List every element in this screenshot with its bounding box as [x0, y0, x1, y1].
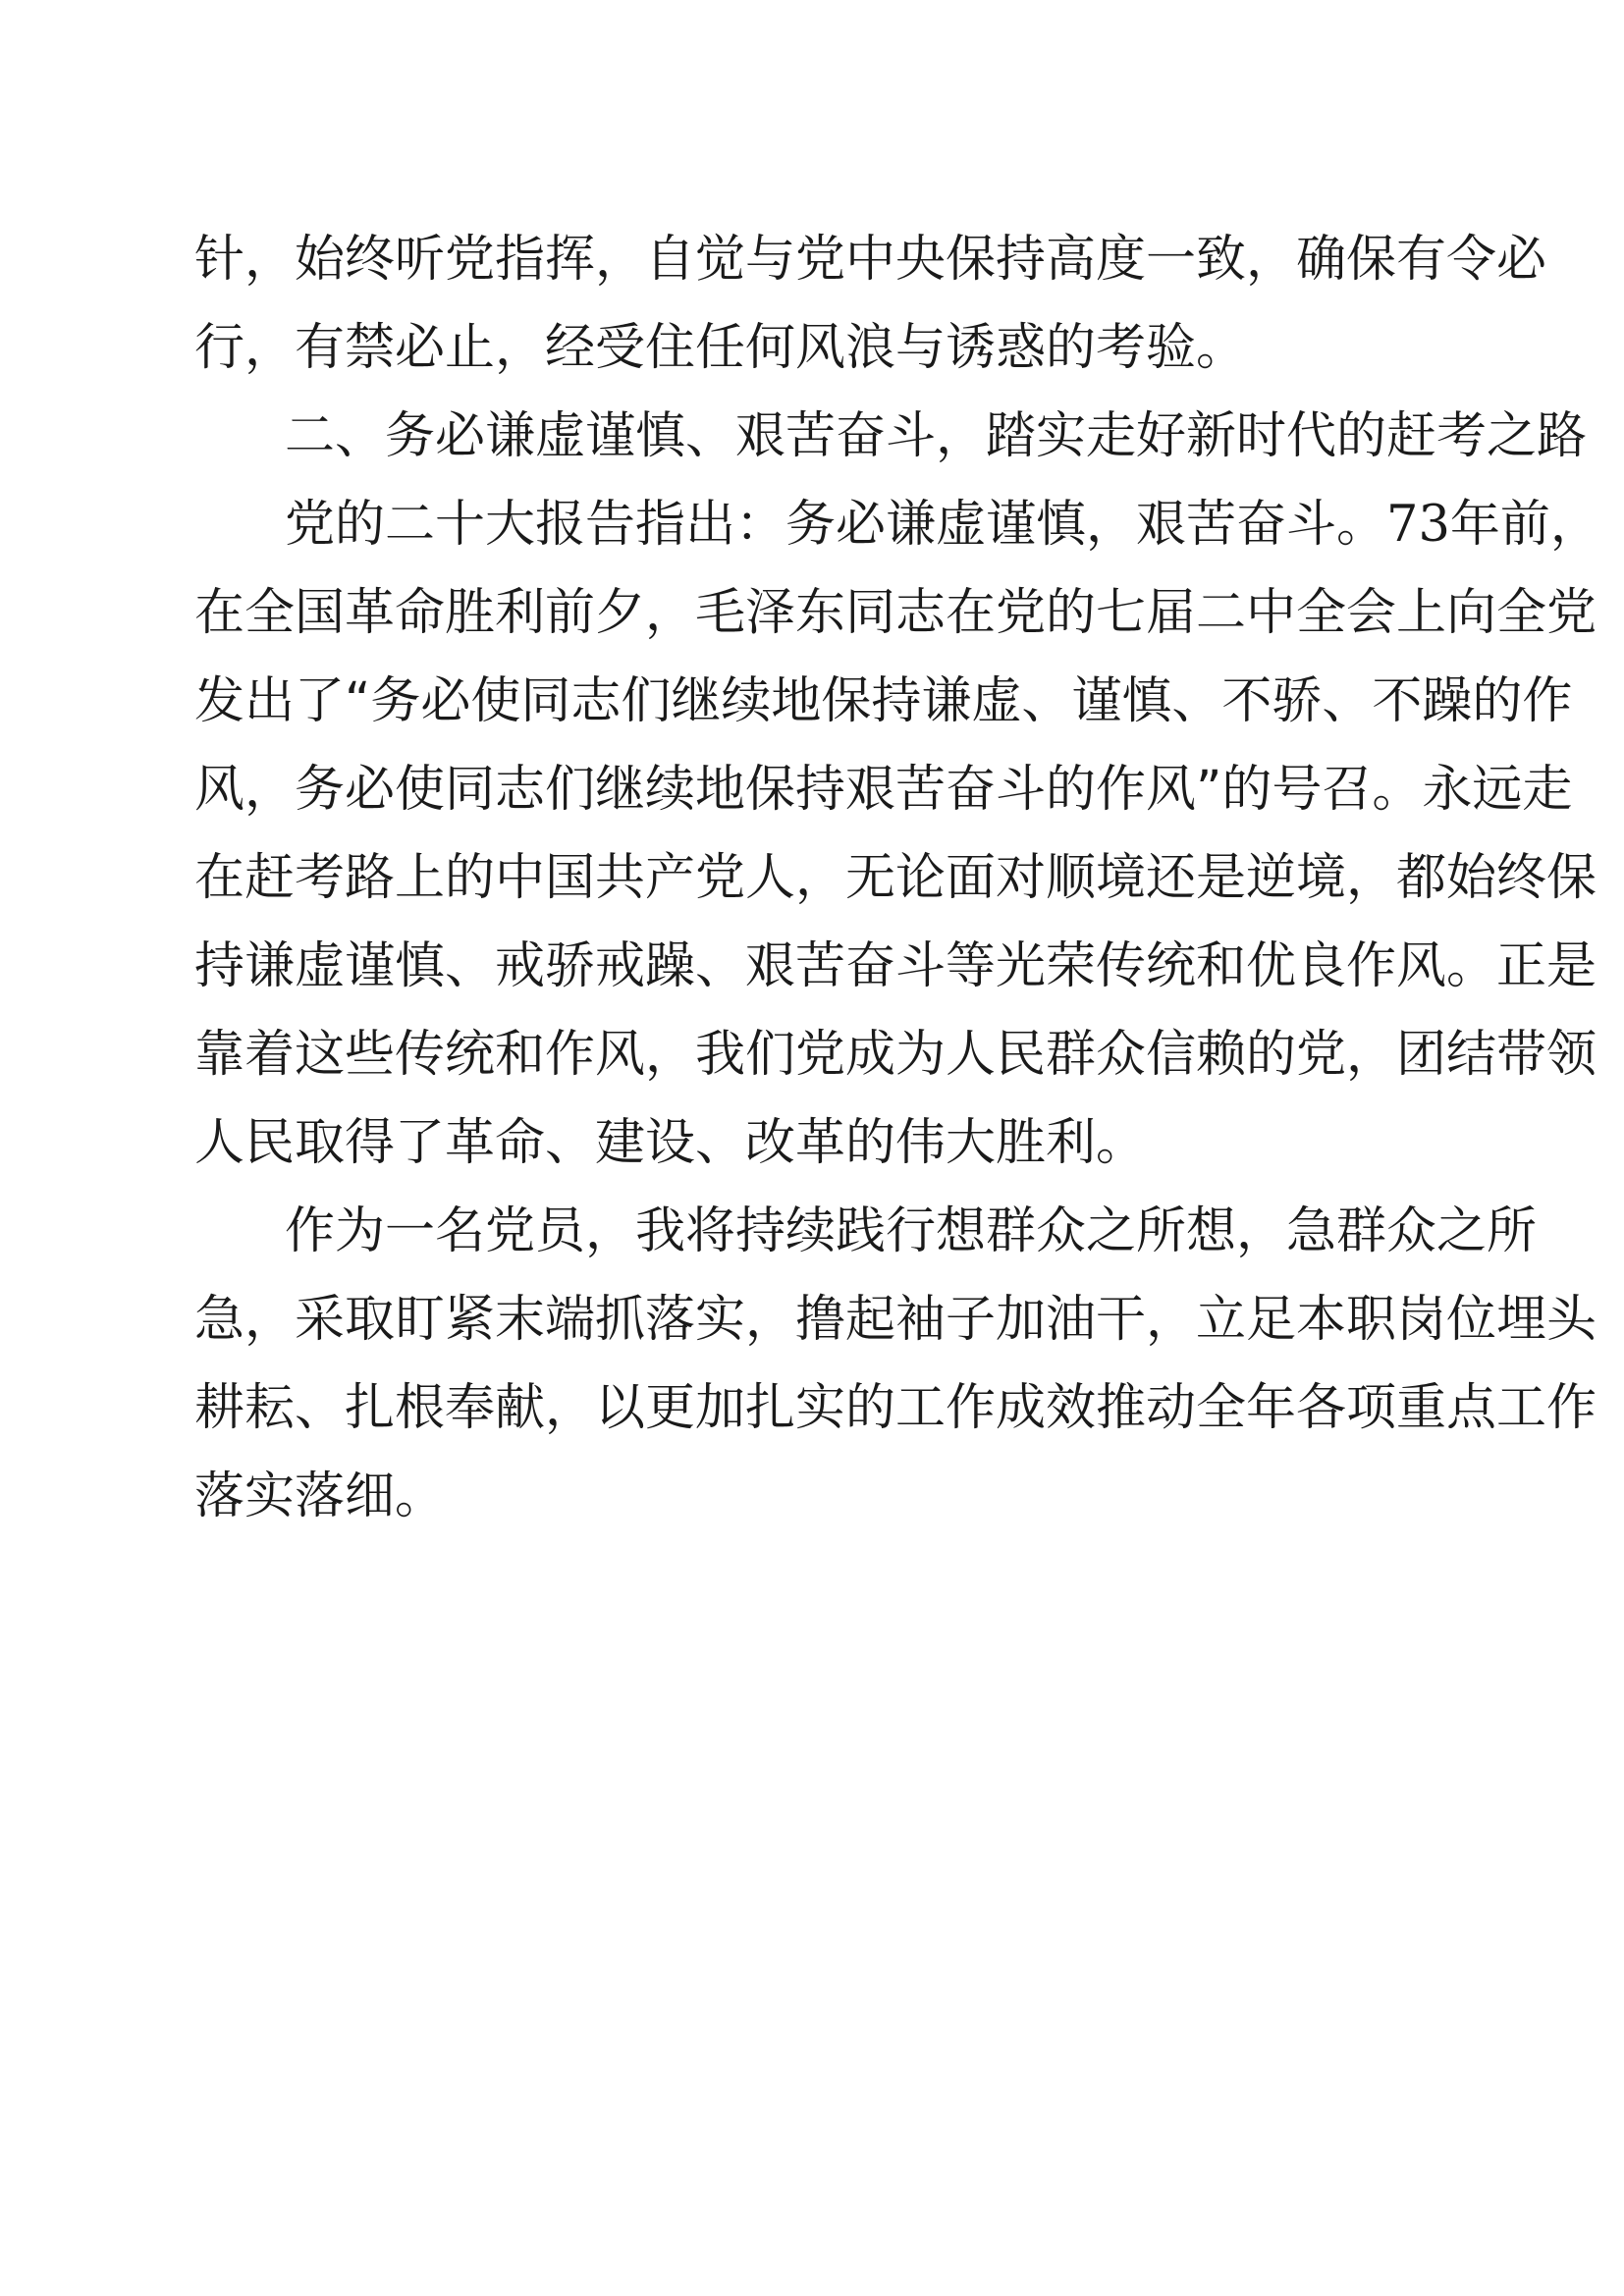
paragraph-line: 风，务必使同志们继续地保持艰苦奋斗的作风”的号召。永远走 [194, 761, 1573, 819]
paragraph-line: 急，采取盯紧末端抓落实，撸起袖子加油干，立足本职岗位埋头 [194, 1291, 1597, 1349]
paragraph-text: 年前， [1449, 496, 1600, 554]
paragraph-line: 在全国革命胜利前夕，毛泽东同志在党的七届二中全会上向全党 [194, 584, 1597, 642]
section-heading: 二、务必谦虚谨慎、艰苦奋斗，踏实走好新时代的赶考之路 [285, 407, 1588, 465]
paragraph-line [194, 481, 1600, 569]
paragraph-line: 持谦虚谨慎、戒骄戒躁、艰苦奋斗等光荣传统和优良作风。正是 [194, 937, 1597, 995]
document-body [194, 216, 1600, 1541]
paragraph-line: 靠着这些传统和作风，我们党成为人民群众信赖的党，团结带领 [194, 1026, 1597, 1084]
paragraph-line: 针，始终听党指挥，自觉与党中央保持高度一致，确保有令必 [194, 231, 1547, 289]
paragraph-text: 党的二十大报告指出：务必谦虚谨慎，艰苦奋斗。 [285, 496, 1387, 554]
paragraph-line: 发出了“务必使同志们继续地保持谦虚、谨慎、不骄、不躁的作 [194, 672, 1573, 730]
paragraph-line: 作为一名党员，我将持续践行想群众之所想，急群众之所 [285, 1202, 1538, 1260]
year-number: 73 [1386, 496, 1450, 554]
paragraph-line: 在赶考路上的中国共产党人，无论面对顺境还是逆境，都始终保 [194, 849, 1597, 907]
paragraph-line: 耕耘、扎根奉献，以更加扎实的工作成效推动全年各项重点工作 [194, 1379, 1597, 1437]
paragraph-line: 行，有禁必止，经受住任何风浪与诱惑的考验。 [194, 319, 1247, 377]
paragraph-line: 人民取得了革命、建设、改革的伟大胜利。 [194, 1114, 1147, 1172]
paragraph-line: 落实落细。 [194, 1468, 446, 1525]
